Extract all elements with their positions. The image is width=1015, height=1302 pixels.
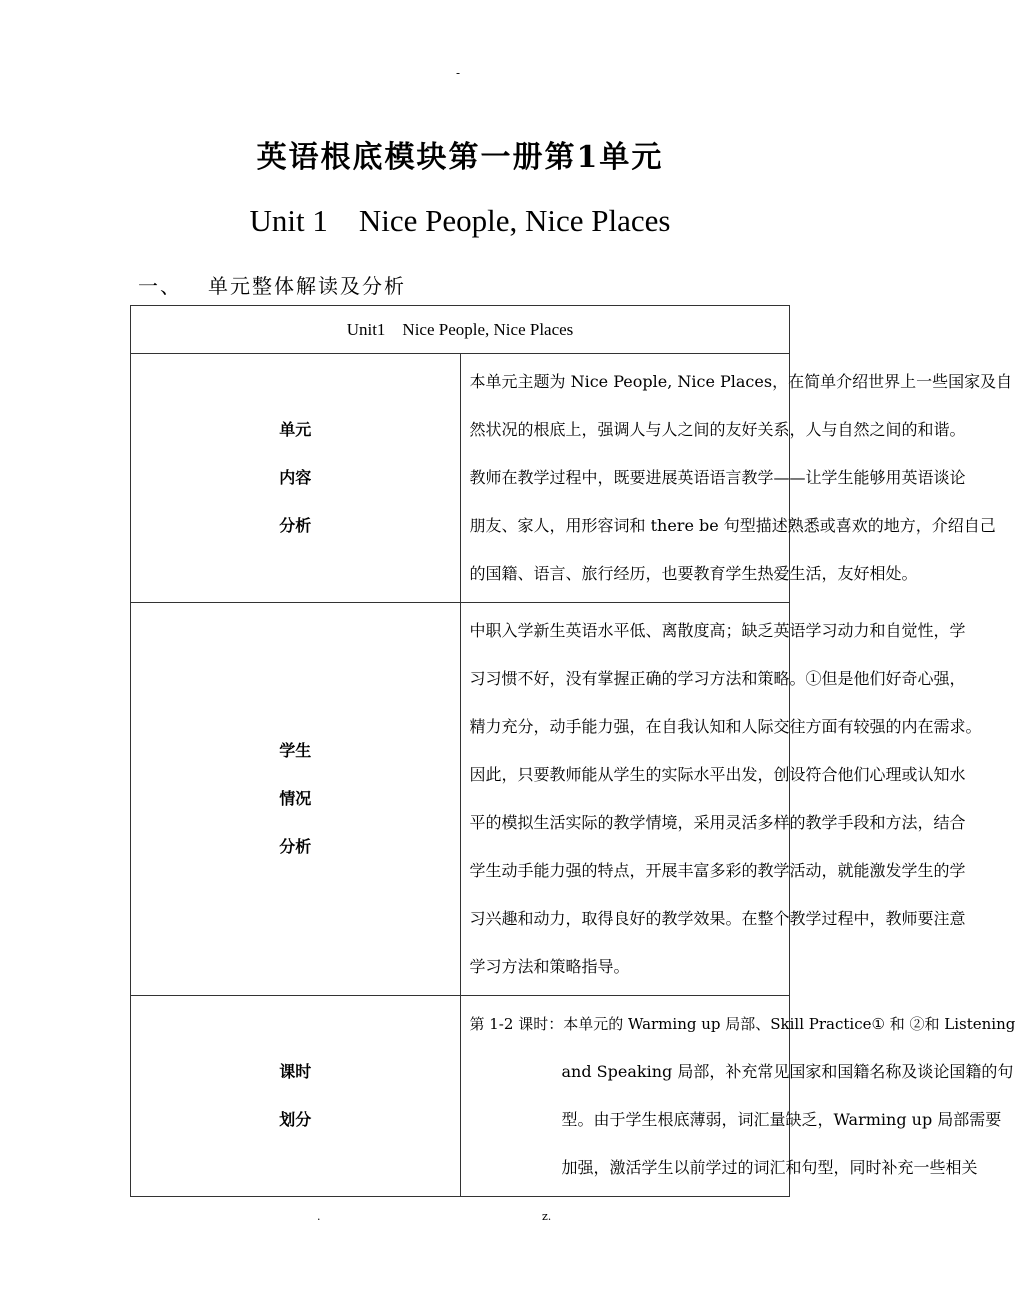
label-line: 划分 [279, 1110, 312, 1129]
row-content [460, 354, 1013, 603]
header-mark: - [456, 66, 461, 80]
label-line: 学生 [279, 741, 312, 760]
row-label [131, 996, 461, 1197]
text-line: 精力充分，动手能力强，在自我认知和人际交往方面有较强的内在需求。 [469, 717, 982, 736]
text-line: 第 1-2 课时：本单元的 Warming up 局部、Skill Practice① 和 ②和 Listening [469, 1015, 1015, 1033]
row-content [460, 603, 982, 996]
document-subtitle: Unit 1 Nice People, Nice Places [249, 203, 671, 238]
row-content [460, 996, 1015, 1197]
text-line: 平的模拟生活实际的教学情境，采用灵活多样的教学手段和方法，结合 [469, 813, 966, 832]
table-heading: Unit1 Nice People, Nice Places [131, 306, 790, 354]
label-line: 分析 [279, 516, 312, 535]
text-line: and Speaking 局部，补充常见国家和国籍名称及谈论国籍的句 [561, 1062, 1014, 1081]
label-line: 课时 [279, 1062, 312, 1081]
text-line: 本单元主题为 Nice People, Nice Places，在简单介绍世界上一些国家及自 [469, 372, 1013, 391]
row-label [131, 354, 461, 603]
label-line: 内容 [279, 468, 312, 487]
row-label [131, 603, 461, 996]
text-line: 学习方法和策略指导。 [469, 957, 630, 976]
section-label: 单元整体解读及分析 [208, 274, 406, 298]
label-line: 分析 [279, 837, 312, 856]
text-line: 加强，激活学生以前学过的词汇和句型，同时补充一些相关 [561, 1158, 978, 1177]
table-row [131, 996, 790, 1197]
text-line: 习兴趣和动力，取得良好的教学效果。在整个教学过程中，教师要注意 [469, 909, 966, 928]
text-line: 的国籍、语言、旅行经历，也要教育学生热爱生活，友好相处。 [469, 564, 918, 583]
table-row [131, 354, 790, 603]
text-line: 中职入学新生英语水平低、离散度高；缺乏英语学习动力和自觉性，学 [469, 621, 966, 640]
footer-right: z. [542, 1210, 552, 1223]
table-row [131, 603, 790, 996]
unit-analysis-table [130, 305, 1015, 1197]
label-line: 情况 [279, 789, 312, 808]
section-heading [138, 270, 406, 299]
text-line: 教师在教学过程中，既要进展英语语言教学——让学生能够用英语谈论 [469, 468, 966, 487]
section-number: 一、 [138, 274, 182, 298]
text-line: 学生动手能力强的特点，开展丰富多彩的教学活动，就能激发学生的学 [469, 861, 966, 880]
text-line: 型。由于学生根底薄弱，词汇量缺乏，Warming up 局部需要 [561, 1110, 1002, 1129]
text-line: 然状况的根底上，强调人与人之间的友好关系，人与自然之间的和谐。 [469, 420, 966, 439]
text-line: 因此，只要教师能从学生的实际水平出发，创设符合他们心理或认知水 [469, 765, 966, 784]
label-line: 单元 [279, 420, 312, 439]
footer-left: . [317, 1210, 321, 1223]
text-line: 习习惯不好，没有掌握正确的学习方法和策略。①但是他们好奇心强， [469, 669, 966, 688]
text-line: 朋友、家人，用形容词和 there be 句型描述熟悉或喜欢的地方，介绍自己 [469, 516, 996, 535]
document-title: 英语根底模块第一册第1单元 [256, 140, 664, 175]
